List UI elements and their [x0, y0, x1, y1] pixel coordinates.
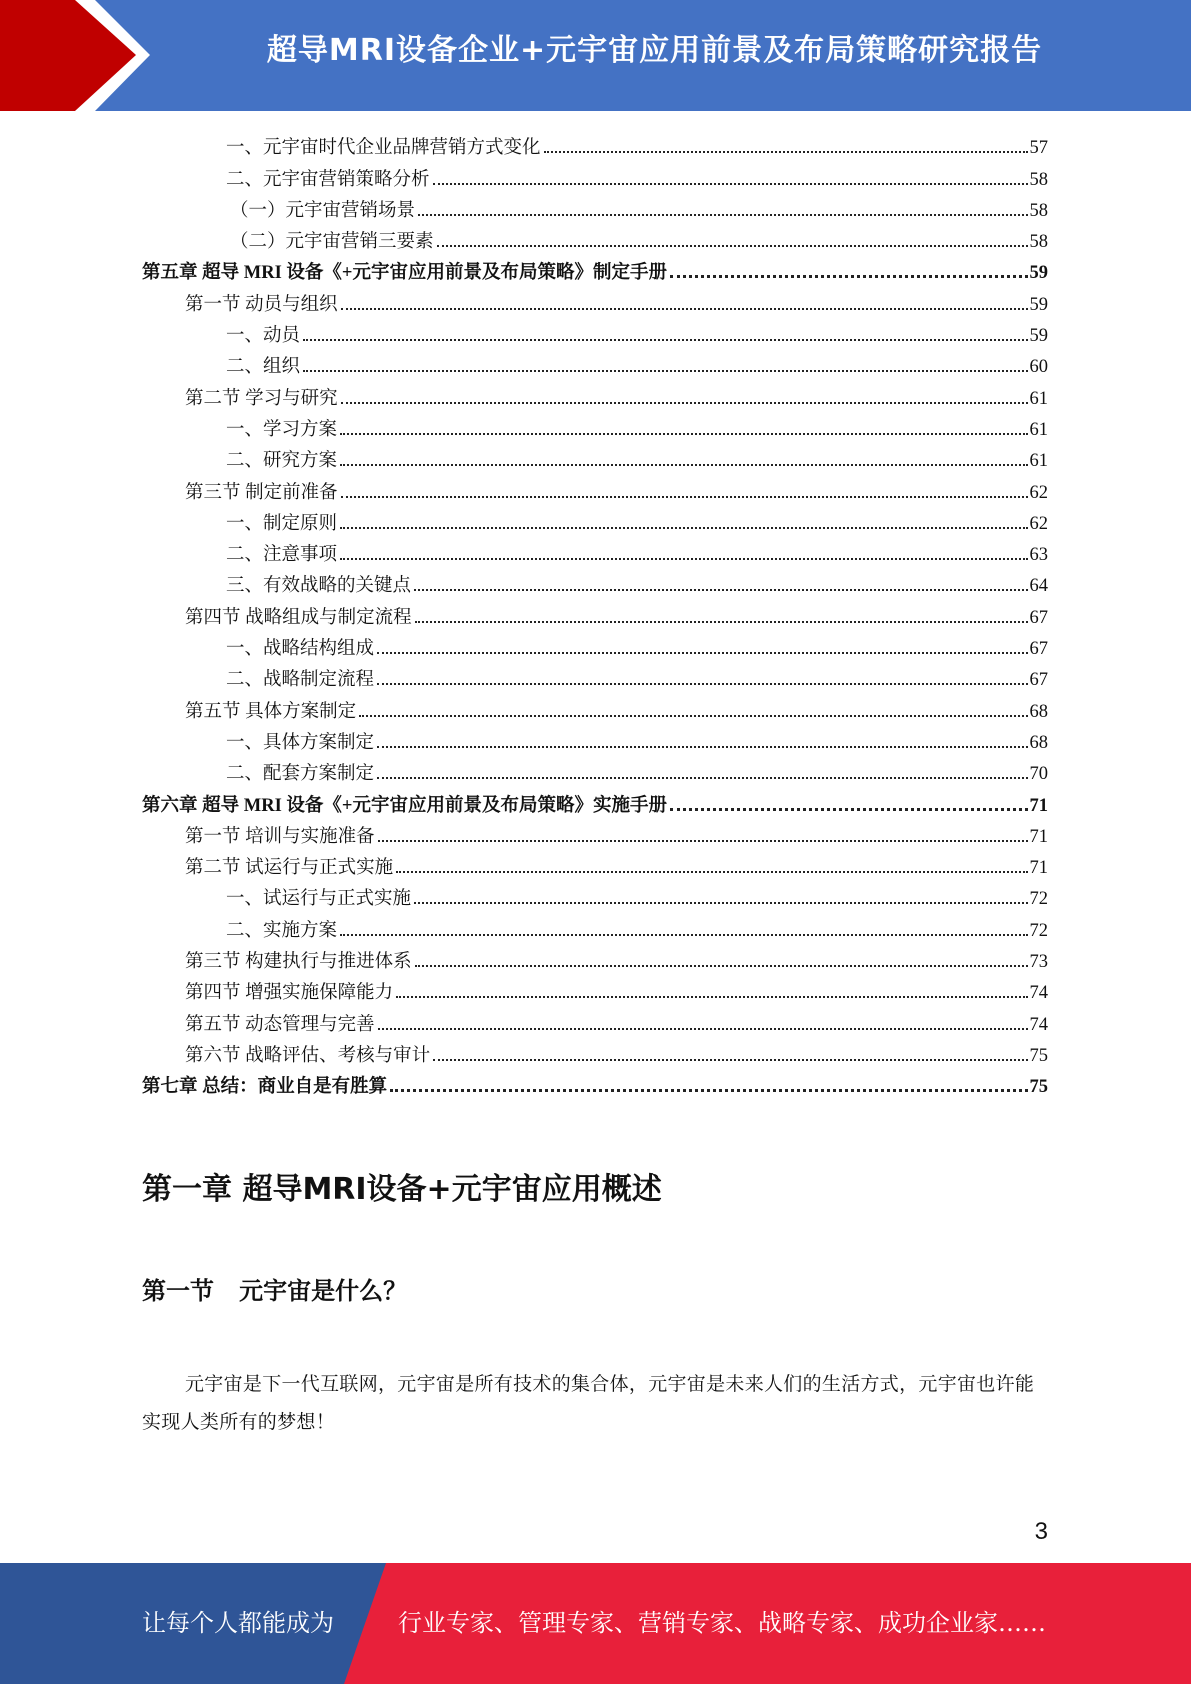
- toc-entry-title: （一）元宇宙营销场景: [230, 200, 416, 221]
- toc-entry-title: 第三节 制定前准备: [185, 482, 338, 503]
- toc-entry-page: 72: [1029, 889, 1048, 910]
- toc-entry-title: 一、动员: [226, 326, 301, 347]
- toc-dot-leader: [415, 965, 1028, 967]
- toc-dot-leader: [418, 214, 1027, 216]
- toc-entry-title: （二）元宇宙营销三要素: [230, 232, 434, 253]
- toc-entry-page: 59: [1029, 326, 1048, 347]
- toc-dot-leader: [341, 308, 1028, 310]
- toc-entry-page: 67: [1029, 639, 1048, 660]
- toc-entry-title: 三、有效战略的关键点: [226, 576, 412, 597]
- toc-dot-leader: [414, 902, 1027, 904]
- toc-entry[interactable]: [142, 316, 1048, 347]
- toc-entry-title: 二、元宇宙营销策略分析: [226, 169, 430, 190]
- toc-dot-leader: [341, 402, 1028, 404]
- toc-entry-page: 58: [1029, 169, 1048, 190]
- toc-entry-page: 67: [1029, 670, 1048, 691]
- toc-entry[interactable]: [142, 723, 1048, 754]
- toc-dot-leader: [414, 589, 1027, 591]
- toc-entry-title: 二、配套方案制定: [226, 764, 375, 785]
- toc-entry-title: 一、元宇宙时代企业品牌营销方式变化: [226, 138, 541, 159]
- toc-entry-page: 74: [1029, 983, 1048, 1004]
- toc-entry-page: 74: [1029, 1014, 1048, 1035]
- toc-entry-title: 第七章 总结：商业自是有胜算: [142, 1077, 388, 1098]
- toc-entry[interactable]: [142, 284, 1048, 315]
- toc-entry-title: 一、具体方案制定: [226, 732, 375, 753]
- toc-entry-page: 62: [1029, 482, 1048, 503]
- toc-entry-page: 62: [1029, 513, 1048, 534]
- toc-entry[interactable]: [142, 191, 1048, 222]
- toc-dot-leader: [377, 683, 1027, 685]
- toc-entry-title: 第六章 超导 MRI 设备《+元宇宙应用前景及布局策略》实施手册: [142, 795, 667, 816]
- toc-entry-page: 61: [1029, 388, 1048, 409]
- toc-dot-leader: [378, 1028, 1028, 1030]
- document-title: 超导MRI设备企业+元宇宙应用前景及布局策略研究报告: [266, 33, 1043, 68]
- toc-entry-title: 二、注意事项: [226, 545, 338, 566]
- toc-entry-title: 第四节 增强实施保障能力: [185, 983, 394, 1004]
- toc-entry-page: 58: [1029, 200, 1048, 221]
- toc-entry-title: 一、学习方案: [226, 419, 338, 440]
- toc-entry-page: 67: [1029, 607, 1048, 628]
- toc-entry[interactable]: [142, 597, 1048, 628]
- toc-entry-title: 第四节 战略组成与制定流程: [185, 607, 412, 628]
- toc-dot-leader: [433, 1059, 1027, 1061]
- toc-entry[interactable]: [142, 942, 1048, 973]
- toc-entry-title: 第三节 构建执行与推进体系: [185, 952, 412, 973]
- toc-entry-page: 71: [1029, 858, 1048, 879]
- toc-entry-page: 71: [1029, 795, 1048, 816]
- toc-entry-title: 第一节 动员与组织: [185, 294, 338, 315]
- body-paragraph: 元宇宙是下一代互联网，元宇宙是所有技术的集合体，元宇宙是未来人们的生活方式，元宇宙也许能实现人类所有的梦想！: [142, 1374, 1035, 1433]
- toc-dot-leader: [340, 558, 1027, 560]
- toc-entry-title: 二、实施方案: [226, 920, 338, 941]
- toc-entry-page: 72: [1029, 920, 1048, 941]
- toc-entry[interactable]: [142, 1067, 1048, 1098]
- toc-entry[interactable]: [142, 504, 1048, 535]
- toc-entry-title: 二、组织: [226, 357, 301, 378]
- toc-dot-leader: [340, 433, 1027, 435]
- toc-dot-leader: [303, 370, 1027, 372]
- toc-entry[interactable]: [142, 566, 1048, 597]
- toc-entry-page: 75: [1029, 1077, 1048, 1098]
- toc-dot-leader: [396, 996, 1027, 998]
- toc-entry-page: 64: [1029, 576, 1048, 597]
- toc-entry-page: 60: [1029, 357, 1048, 378]
- toc-entry-title: 第五节 动态管理与完善: [185, 1014, 375, 1035]
- toc-entry[interactable]: [142, 754, 1048, 785]
- toc-dot-leader: [303, 339, 1027, 341]
- toc-entry[interactable]: [142, 660, 1048, 691]
- toc-entry-page: 68: [1029, 701, 1048, 722]
- toc-dot-leader: [359, 715, 1027, 717]
- toc-dot-leader: [544, 151, 1028, 153]
- toc-dot-leader: [340, 934, 1027, 936]
- toc-entry-title: 一、试运行与正式实施: [226, 889, 412, 910]
- toc-entry-page: 61: [1029, 419, 1048, 440]
- toc-entry-page: 63: [1029, 545, 1048, 566]
- toc-entry-title: 二、研究方案: [226, 451, 338, 472]
- toc-entry-title: 第二节 学习与研究: [185, 388, 338, 409]
- toc-entry[interactable]: [142, 973, 1048, 1004]
- toc-entry[interactable]: [142, 441, 1048, 472]
- toc-entry-page: 73: [1029, 952, 1048, 973]
- toc-dot-leader: [377, 777, 1027, 779]
- toc-dot-leader: [433, 183, 1028, 185]
- toc-dot-leader: [340, 527, 1027, 529]
- toc-entry-title: 第一节 培训与实施准备: [185, 826, 375, 847]
- page-header: [0, 0, 1191, 111]
- toc-dot-leader: [378, 840, 1028, 842]
- toc-entry[interactable]: [142, 253, 1048, 284]
- toc-entry[interactable]: [142, 629, 1048, 660]
- toc-entry[interactable]: [142, 1004, 1048, 1035]
- footer-slogan-right: 行业专家、管理专家、营销专家、战略专家、成功企业家……: [398, 1609, 1046, 1637]
- toc-entry[interactable]: [142, 128, 1048, 159]
- toc-entry-page: 70: [1029, 764, 1048, 785]
- toc-dot-leader: [377, 746, 1027, 748]
- toc-entry-page: 68: [1029, 732, 1048, 753]
- toc-entry[interactable]: [142, 378, 1048, 409]
- toc-entry-page: 71: [1029, 826, 1048, 847]
- toc-entry[interactable]: [142, 347, 1048, 378]
- toc-dot-leader: [377, 652, 1027, 654]
- toc-entry[interactable]: [142, 879, 1048, 910]
- toc-entry[interactable]: [142, 535, 1048, 566]
- toc-dot-leader: [396, 871, 1027, 873]
- toc-dot-leader: [390, 1089, 1027, 1092]
- table-of-contents: [142, 128, 1048, 1098]
- toc-entry-page: 61: [1029, 451, 1048, 472]
- toc-entry[interactable]: [142, 159, 1048, 190]
- page-number: 3: [1034, 1518, 1048, 1545]
- toc-entry-title: 一、战略结构组成: [226, 639, 375, 660]
- page-footer: [0, 1563, 1191, 1684]
- toc-entry-page: 59: [1029, 294, 1048, 315]
- toc-entry[interactable]: [142, 785, 1048, 816]
- toc-dot-leader: [415, 621, 1028, 623]
- toc-entry-title: 一、制定原则: [226, 513, 338, 534]
- toc-dot-leader: [340, 464, 1027, 466]
- toc-entry[interactable]: [142, 472, 1048, 503]
- toc-entry[interactable]: [142, 691, 1048, 722]
- toc-entry[interactable]: [142, 222, 1048, 253]
- toc-entry-title: 二、战略制定流程: [226, 670, 375, 691]
- toc-entry[interactable]: [142, 817, 1048, 848]
- toc-entry-page: 75: [1029, 1045, 1048, 1066]
- toc-entry[interactable]: [142, 848, 1048, 879]
- toc-entry-page: 57: [1029, 138, 1048, 159]
- toc-entry[interactable]: [142, 1036, 1048, 1067]
- toc-dot-leader: [670, 808, 1028, 811]
- footer-slogan-left: 让每个人都能成为: [142, 1609, 334, 1637]
- toc-dot-leader: [341, 496, 1028, 498]
- toc-entry[interactable]: [142, 910, 1048, 941]
- toc-entry-page: 58: [1029, 232, 1048, 253]
- section-heading: 第一节 元宇宙是什么？: [142, 1277, 408, 1305]
- toc-entry-title: 第五节 具体方案制定: [185, 701, 357, 722]
- toc-entry-title: 第二节 试运行与正式实施: [185, 858, 394, 879]
- toc-entry-page: 59: [1029, 263, 1048, 284]
- toc-entry-title: 第五章 超导 MRI 设备《+元宇宙应用前景及布局策略》制定手册: [142, 263, 667, 284]
- toc-dot-leader: [437, 245, 1028, 247]
- toc-entry-title: 第六节 战略评估、考核与审计: [185, 1045, 431, 1066]
- toc-dot-leader: [670, 275, 1028, 278]
- toc-entry[interactable]: [142, 410, 1048, 441]
- chapter-heading: 第一章 超导MRI设备+元宇宙应用概述: [142, 1172, 662, 1207]
